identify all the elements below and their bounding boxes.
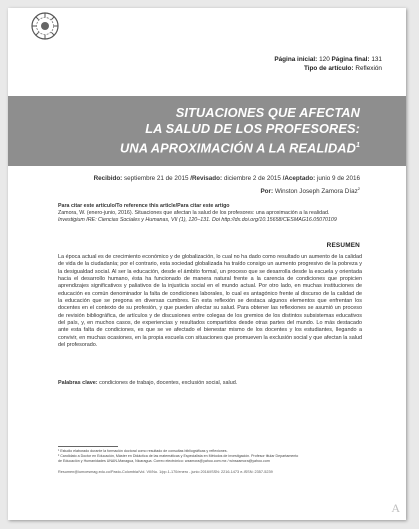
title-line-2: LA SALUD DE LOS PROFESORES: xyxy=(145,121,360,137)
page-start: 120 xyxy=(319,56,330,63)
journal-logo xyxy=(30,11,60,41)
abstract-text: La época actual es de crecimiento económico y de globalización, lo cual no ha dado como resultado un aumento de la calidad de vida de la ciudadanía; por el contrario, esta sociedad globalizada ha traído consigo un aumento progresivo de la pobreza y la desigualdad social. Al ser la educación, desde el ámbito formal, un proceso que se desarrolla desde la escuela y orientada hacia el desarrollo humano, ésta ha funcionado de manera natural frente a la carencia de condiciones que propicien aprendizajes significativos y paliativos de la injusticia social en el mundo actual. Por otro lado, en muchas instituciones de educación es común denominador la falta de condiciones laborales, lo cual es antagónico frente al discurso de la calidad de la educación que se pregona en diversas cumbres. En esta reflexión se destaca algunos elementos que enfrentan los docentes en el contexto de su profesión, y que pueden afectar su salud. Para obtener las reflexiones se asumió un proceso de revisión bibliográfica, de artículos y de discusiones entre colegas de los gremios de los distintos subsistemas educativos del país, y, en muchos casos, de experiencias y resultados compartidos desde otras partes del mundo. Lo más destacado ante esta falta de condiciones, es que se ve afectado el bienestar mismo de los docentes y los estudiantes, llegando a convivir, en muchas ocasiones, en la propia escuela con situaciones que promueven la exclusión social y que afectan la salud del profesorado. xyxy=(58,254,362,349)
article-type: Reflexión xyxy=(355,64,382,72)
citation-block xyxy=(58,203,368,225)
received-date: septiembre 21 de 2015 xyxy=(124,175,189,182)
citation-line-1: Zamora, W. (enero-junio, 2016). Situaciones que afectan la salud de los profesores: una aproximación a la realidad. xyxy=(58,210,330,217)
keywords-text: condiciones de trabajo, docentes, exclusión social, salud. xyxy=(99,380,238,386)
journal-footer: Resumen@iumcesmag.edu.co/Pasto-Colombia/Vol. VII/No. 1/pp.1-170/enero - junio 2016/ISSN: 2216-1473 e-ISSN: 2357-5239 xyxy=(58,470,273,474)
article-type-label: Tipo de artículo: xyxy=(303,64,354,72)
author-footnote-mark: 2 xyxy=(357,186,360,191)
received-label: Recibido: xyxy=(93,175,123,182)
paper-page xyxy=(8,8,406,520)
footnote-2a: ² Candidato a Doctor en Educación, Máster en Didáctica de las matemáticas y Especialista en Métodos de investigación. Profesor titular Departamento xyxy=(58,453,299,458)
citation-line-2: Investigium IRE: Ciencias Sociales y Humanas, VII (1), 120–131. Doi http://dx.doi.org/10.15658/CESMAG16.05070109 xyxy=(58,217,337,224)
page-start-label: Página inicial: xyxy=(274,56,318,63)
article-metadata xyxy=(274,56,382,73)
accepted-label: /Aceptado: xyxy=(282,175,316,182)
footnote-divider xyxy=(58,446,118,447)
author-name: Winston Joseph Zamora Díaz xyxy=(274,188,358,196)
corner-mark: A xyxy=(391,501,400,515)
abstract-heading: RESUMEN xyxy=(326,242,360,249)
revised-date: diciembre 2 de 2015 xyxy=(223,175,281,182)
footnotes xyxy=(58,449,362,463)
title-line-3: UNA APROXIMACIÓN A LA REALIDAD xyxy=(120,140,356,156)
citation-heading: Para citar este artículo/To reference this article/Para citar este artigo xyxy=(58,203,230,209)
accepted-date: junio 9 de 2016 xyxy=(316,175,360,182)
article-title xyxy=(120,105,360,156)
page-end: 131 xyxy=(371,56,382,63)
keywords xyxy=(58,380,362,386)
title-line-1: SITUACIONES QUE AFECTAN xyxy=(175,105,360,120)
title-footnote-mark: 1 xyxy=(356,141,360,149)
submission-dates xyxy=(94,175,360,183)
page-end-label: Página final: xyxy=(331,56,370,63)
keywords-label: Palabras clave: xyxy=(58,380,98,386)
footnote-1: ¹ Estudio elaborado durante la formación doctoral como resultado de consultas bibliográficas y reflexiones. xyxy=(58,449,228,453)
author-label: Por: xyxy=(260,188,274,196)
revised-label: /Revisado: xyxy=(190,175,223,182)
author-line xyxy=(260,186,360,195)
footnote-2b: de Educación y Humanidades UNAN-Managua, Nicaragua. Correo electrónico: wzamora@yahoo.com.mx / winszamora@yahoo.com xyxy=(58,458,270,463)
